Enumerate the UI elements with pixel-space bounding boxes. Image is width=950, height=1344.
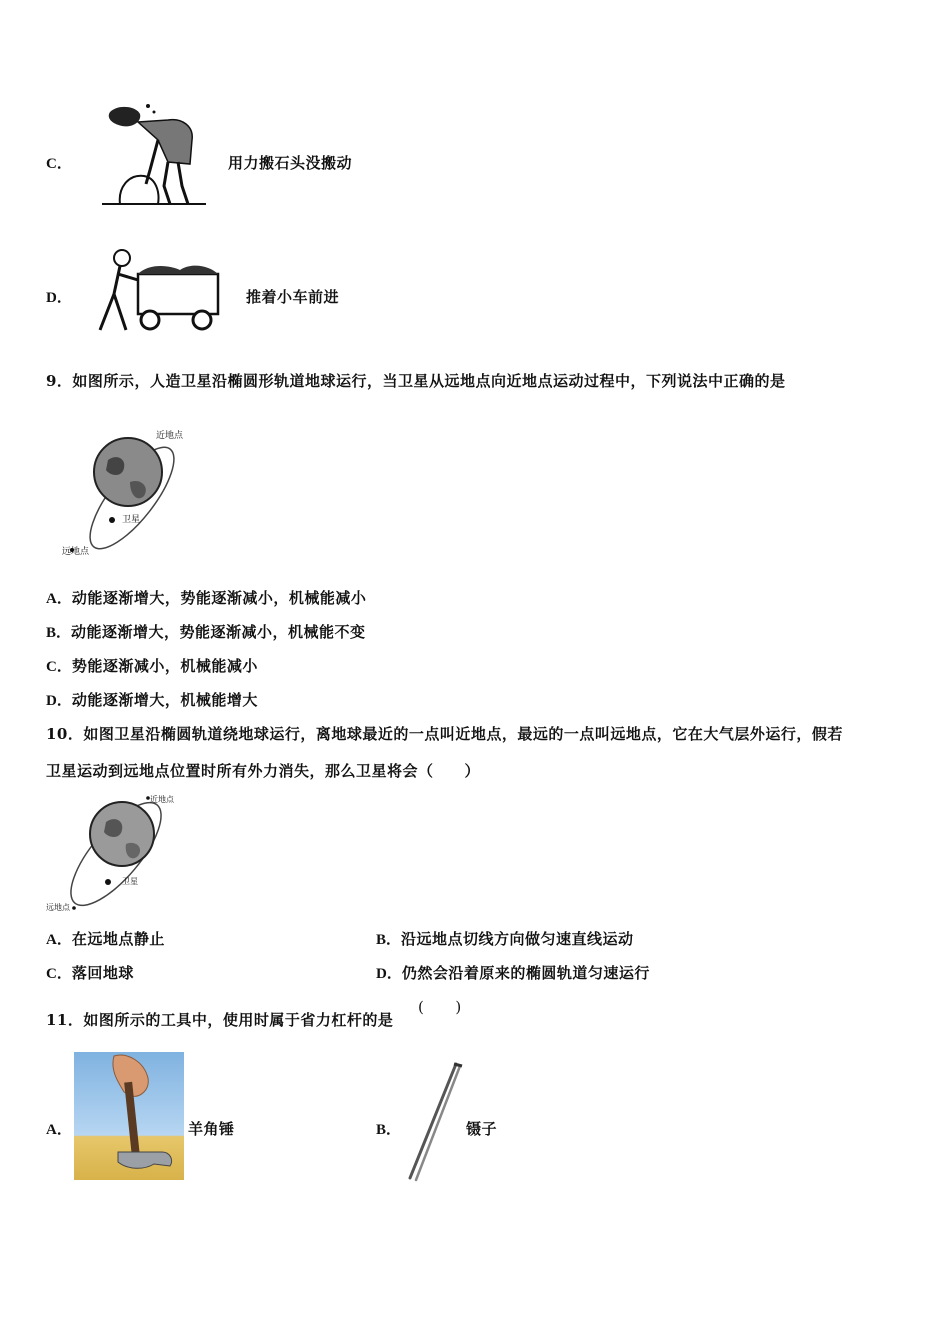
q9-option-a-letter: A． (46, 591, 72, 607)
q9-apogee-label: 远地点 (62, 547, 90, 557)
q9-option-d-text: 动能逐渐增大，机械能增大 (71, 691, 258, 709)
q11-option-b-text: 镊子 (466, 1120, 498, 1138)
orbit-diagram-icon (44, 792, 194, 917)
q11-stem: 11．如图所示的工具中，使用时属于省力杠杆的是 (46, 1011, 394, 1029)
q10-option-c-letter: C． (46, 966, 72, 982)
q10-option-a-letter: A． (46, 932, 72, 948)
q10-option-c-text: 落回地球 (71, 964, 134, 982)
q10-option-a-text: 在远地点静止 (71, 930, 165, 948)
q9-option-d-letter: D． (46, 693, 72, 709)
q9-perigee-label: 近地点 (156, 431, 184, 441)
q10-option-b-text: 沿远地点切线方向做匀速直线运动 (401, 930, 634, 948)
lifting-stone-illustration (98, 100, 208, 210)
q10-satellite-label: 卫星 (122, 877, 138, 886)
q11-option-a-text: 羊角锤 (188, 1120, 235, 1138)
q9-option-a-text: 动能逐渐增大，势能逐渐减小，机械能减小 (71, 589, 367, 607)
q9-option-a (46, 587, 366, 608)
q8-option-c-letter: C． (46, 156, 72, 172)
q10-option-d (376, 962, 650, 983)
q10-stem-line1: 10．如图卫星沿椭圆轨道绕地球运行，离地球最近的一点叫近地点，最远的一点叫远地点，它在大气层外运行，假若 (46, 725, 843, 743)
q9-option-b (46, 621, 366, 642)
q9-option-c-letter: C． (46, 659, 72, 675)
q10-apogee-label: 远地点 (46, 903, 70, 912)
q9-stem: 9．如图所示，人造卫星沿椭圆形轨道地球运行，当卫星从远地点向近地点运动过程中，下列说法中正确的是 (46, 372, 786, 390)
q10-option-c (46, 962, 134, 983)
q11-option-a-letter: A． (46, 1122, 72, 1138)
q9-option-b-text: 动能逐渐增大，势能逐渐减小，机械能不变 (71, 623, 366, 641)
q9-option-c-text: 势能逐渐减小，机械能减小 (71, 657, 258, 675)
q10-option-d-letter: D． (376, 966, 402, 982)
claw-hammer-photo (74, 1052, 184, 1180)
q9-option-d (46, 689, 258, 710)
q10-stem-line2: 卫星运动到远地点位置时所有外力消失，那么卫星将会（ ） (46, 762, 481, 780)
q9-orbit-figure (60, 420, 200, 560)
pushing-cart-illustration (80, 246, 225, 334)
q10-option-b (376, 928, 634, 949)
q8-option-d-letter: D． (46, 290, 72, 306)
q10-perigee-label: 近地点 (150, 795, 174, 804)
q10-option-d-text: 仍然会沿着原来的椭圆轨道匀速运行 (401, 964, 650, 982)
q10-orbit-figure (44, 792, 194, 917)
q10-option-b-letter: B． (376, 932, 402, 948)
q8-option-d-text: 推着小车前进 (246, 288, 340, 306)
q9-satellite-label: 卫星 (122, 515, 141, 525)
claw-hammer-icon (74, 1052, 184, 1180)
q8-option-c-text: 用力搬石头没搬动 (228, 154, 353, 172)
q11-option-b-letter: B． (376, 1122, 402, 1138)
q10-option-a (46, 928, 165, 949)
q11-answer-bracket: ( ) (418, 998, 462, 1016)
q9-option-c (46, 655, 258, 676)
tweezers-icon (400, 1060, 470, 1184)
orbit-diagram-icon (60, 420, 200, 560)
q9-option-b-letter: B． (46, 625, 72, 641)
